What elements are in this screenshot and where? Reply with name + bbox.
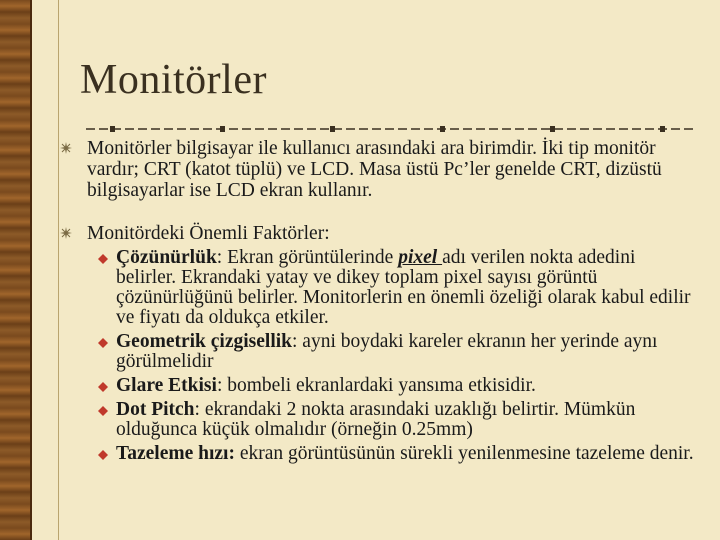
sub-bullet-item <box>60 376 700 396</box>
sub-term: Dot Pitch <box>116 399 195 420</box>
diamond-pin-icon <box>98 254 108 264</box>
bullet-item <box>60 138 700 201</box>
sub-text: ekran görüntüsünün sürekli yenilenmesine tazeleme denir. <box>234 443 694 464</box>
sub-bullet-item <box>60 248 700 328</box>
diamond-pin-icon <box>98 406 108 416</box>
title-divider <box>86 124 696 134</box>
margin-line <box>58 0 59 540</box>
decorative-spine <box>0 0 32 540</box>
sub-bullet-item <box>60 444 700 464</box>
sub-text: : bombeli ekranlardaki yansıma etkisidir. <box>216 375 536 396</box>
sub-term: Geometrik çizgisellik <box>116 331 292 352</box>
sub-term: Tazeleme hızı: <box>116 443 235 464</box>
sub-text: : ayni boydaki kareler ekranın her yerinde aynı görülmelidir <box>116 331 658 372</box>
slide-title: Monitörler <box>80 57 267 103</box>
slide-body <box>60 138 700 464</box>
sub-term: Çözünürlük <box>116 247 217 268</box>
bullet-text: Monitördeki Önemli Faktörler: <box>87 223 330 244</box>
sub-bullet-item <box>60 332 700 372</box>
bullet-item <box>60 223 700 244</box>
diamond-pin-icon <box>98 382 108 392</box>
sub-bullet-item <box>60 400 700 440</box>
star-cross-icon <box>60 227 72 239</box>
bullet-text: Monitörler bilgisayar ile kullanıcı arasındaki ara birimdir. İki tip monitör vardır; CRT (katot tüplü) ve LCD. Masa üstü Pc’ler genelde CRT, dizüstü bilgisayarlar ise LCD ekran kullanır. <box>87 138 662 201</box>
diamond-pin-icon <box>98 450 108 460</box>
sub-text: : Ekran görüntülerinde <box>216 247 399 268</box>
sub-text: adı verilen nokta adedini belirler. Ekrandaki yatay ve dikey toplam pixel sayısı görüntü çözünürlüğünü belirler. Monitorlerin en önemli özeliği olarak kabul edilir ve fiyatı da oldukça etkiler. <box>116 247 691 328</box>
diamond-pin-icon <box>98 338 108 348</box>
sub-text: : ekrandaki 2 nokta arasındaki uzaklığı belirtir. Mümkün olduğunca küçük olmalıdır (örneğin 0.25mm) <box>116 399 636 440</box>
sub-term: Glare Etkisi <box>116 375 217 396</box>
star-cross-icon <box>60 142 72 154</box>
sub-emph: pixel <box>398 247 443 268</box>
